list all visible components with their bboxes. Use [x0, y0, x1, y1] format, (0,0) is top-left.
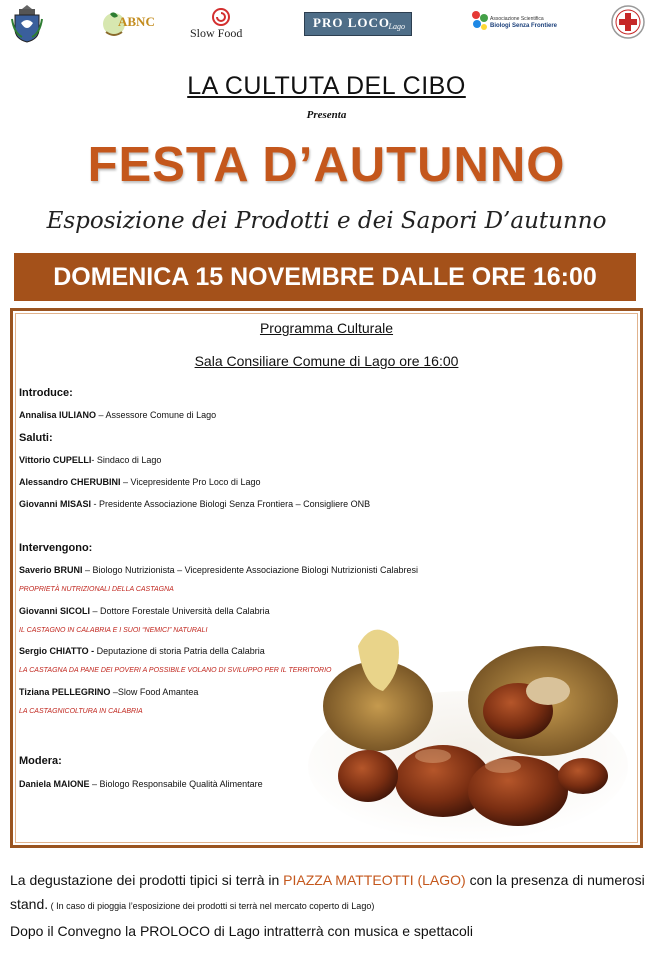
- speaker-role: – Biologo Responsabile Qualità Alimentare: [89, 779, 263, 789]
- speaker-name: Giovanni MISASI: [19, 499, 92, 509]
- speaker-line: [19, 477, 260, 487]
- speaker-line: [19, 779, 263, 789]
- speaker-role: – Dottore Forestale Università della Calabria: [90, 606, 270, 616]
- talk-topic: IL CASTAGNO IN CALABRIA E I SUOI “NEMICI” NATURALI: [19, 627, 208, 634]
- talk-topic: LA CASTAGNICOLTURA IN CALABRIA: [19, 708, 143, 715]
- speaker-name: Saverio BRUNI: [19, 565, 83, 575]
- talk-topic: PROPRIETÀ NUTRIZIONALI DELLA CASTAGNA: [19, 586, 174, 593]
- speaker-name: Annalisa IULIANO: [19, 410, 97, 420]
- pro-loco-label: PRO LOCO: [313, 15, 390, 30]
- tasting-location: PIAZZA MATTEOTTI (LAGO): [283, 872, 466, 888]
- speaker-role: – Assessore Comune di Lago: [96, 410, 217, 420]
- speaker-name: Sergio CHIATTO -: [19, 646, 95, 656]
- modera-heading: Modera:: [19, 755, 62, 767]
- talk-topic: LA CASTAGNA DA PANE DEI POVERI A POSSIBILE VOLANO DI SVILUPPO PER IL TERRITORIO: [19, 667, 332, 674]
- presenta-label: Presenta: [306, 109, 347, 121]
- speaker-line: [19, 606, 270, 616]
- slow-food-label: Slow Food: [190, 26, 243, 40]
- rain-note: ( In caso di pioggia l’esposizione dei prodotti si terrà nel mercato coperto di Lago): [48, 901, 375, 911]
- speaker-role: - Sindaco di Lago: [91, 455, 162, 465]
- biologi-senza-frontiere-logo: [470, 10, 558, 38]
- abnc-logo: [100, 8, 155, 42]
- biologi-label-small: Associazione Scientifica: [490, 16, 544, 22]
- medical-cross-logo: [610, 4, 646, 40]
- program-venue: Sala Consiliare Comune di Lago ore 16:00: [194, 353, 459, 369]
- speaker-role: –Slow Food Amantea: [110, 687, 199, 697]
- speaker-role: - Presidente Associazione Biologi Senza Frontiera – Consigliere ONB: [91, 499, 371, 509]
- pro-loco-sub: Lago: [388, 22, 405, 31]
- speaker-role: – Vicepresidente Pro Loco di Lago: [120, 477, 261, 487]
- abnc-label: ABNC: [118, 14, 155, 29]
- festa-title: FESTA D’AUTUNNO: [87, 138, 566, 192]
- speaker-line: [19, 646, 265, 656]
- speaker-role: – Biologo Nutrizionista – Vicepresidente Associazione Biologi Nutrizionisti Calabresi: [82, 565, 419, 575]
- speaker-name: Daniela MAIONE: [19, 779, 90, 789]
- tasting-text-a: La degustazione dei prodotti tipici si terrà in: [10, 872, 284, 888]
- speaker-name: Alessandro CHERUBINI: [19, 477, 121, 487]
- chestnuts-image: [303, 616, 633, 841]
- comune-crest-logo: [10, 3, 44, 43]
- event-organizer-title: LA CULTUTA DEL CIBO: [187, 72, 466, 100]
- pro-loco-logo: [304, 12, 412, 36]
- entertainment-info: Dopo il Convegno la PROLOCO di Lago intratterrà con musica e spettacoli: [10, 923, 474, 939]
- tasting-text-b: con la presenza di numerosi stand.: [10, 872, 645, 912]
- date-banner: DOMENICA 15 NOVEMBRE DALLE ORE 16:00: [14, 253, 636, 301]
- slow-food-logo: [188, 8, 258, 42]
- speaker-line: [19, 687, 198, 697]
- speaker-line: [19, 565, 418, 575]
- introduce-heading: Introduce:: [19, 387, 73, 399]
- logo-row: [0, 0, 653, 50]
- intervengono-heading: Intervengono:: [19, 542, 93, 554]
- tasting-info: [10, 868, 650, 918]
- molecule-icon: [470, 10, 490, 32]
- speaker-role: Deputazione di storia Patria della Calabria: [94, 646, 265, 656]
- saluti-heading: Saluti:: [19, 432, 53, 444]
- program-box: [10, 308, 643, 848]
- speaker-line: [19, 455, 161, 465]
- speaker-name: Tiziana PELLEGRINO: [19, 687, 111, 697]
- speaker-line: [19, 499, 370, 509]
- festa-subtitle: Esposizione dei Prodotti e dei Sapori D’autunno: [46, 208, 607, 234]
- speaker-name: Vittorio CUPELLI: [19, 455, 92, 465]
- speaker-line: [19, 410, 216, 420]
- snail-icon: [210, 8, 232, 26]
- program-title: Programma Culturale: [259, 320, 394, 336]
- biologi-label: Biologi Senza Frontiere: [490, 23, 558, 29]
- speaker-name: Giovanni SICOLI: [19, 606, 91, 616]
